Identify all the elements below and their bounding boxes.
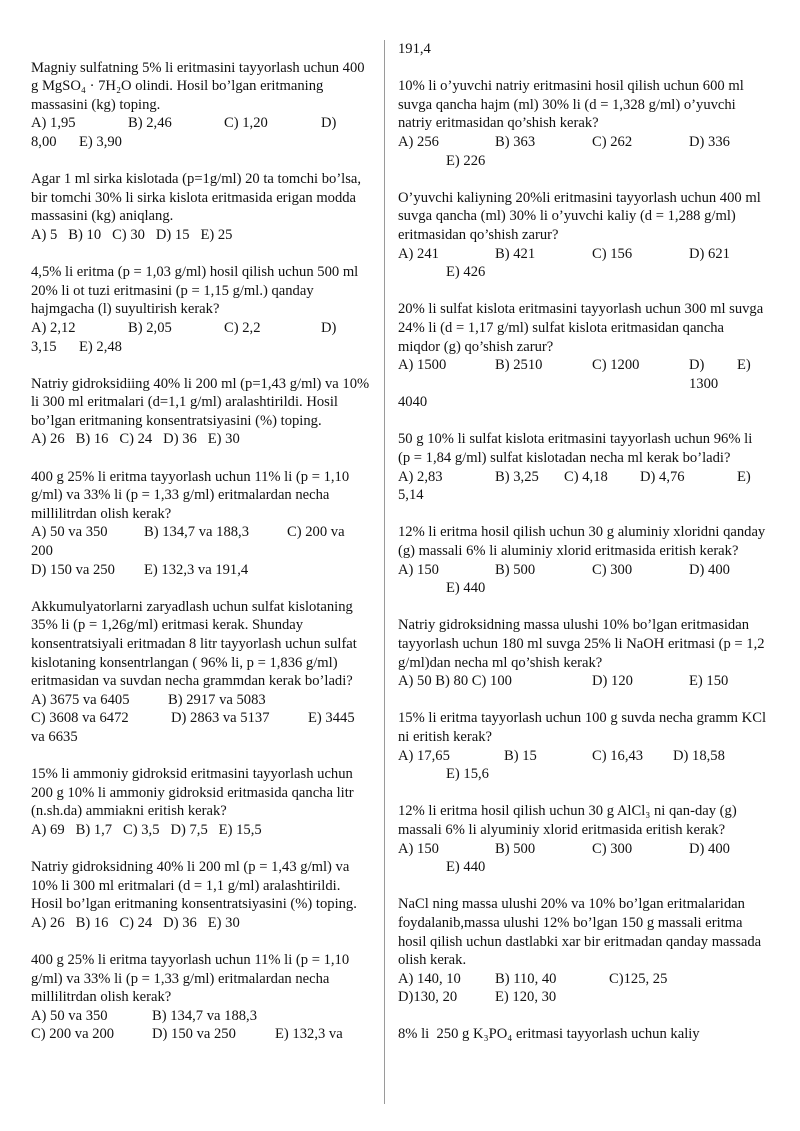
question-text: Agar 1 ml sirka kislotada (p=1g/ml) 20 ta tomchi bo’lsa, bir tomchi 30% li sirka kislota eritmasida erigan modda massasini (kg) aniqlang. bbox=[31, 171, 365, 225]
question-block bbox=[398, 430, 766, 504]
left-column bbox=[31, 40, 371, 1044]
option-e: E) 3,90 bbox=[79, 133, 122, 150]
question-text: 12% li eritma hosil qilish uchun 30 g aluminiy xloridni qanday (g) massali 6% li aluminiy xlorid eritmasida eritish kerak? bbox=[398, 524, 769, 560]
option-a: A) 2,12 bbox=[31, 319, 76, 336]
option-a: A) 241 bbox=[398, 245, 439, 262]
answer-options: A) 26 B) 16 C) 24 D) 36 E) 30 bbox=[31, 914, 240, 931]
answer-options bbox=[398, 356, 766, 393]
question-text: 400 g 25% li eritma tayyorlash uchun 11% li (p = 1,10 g/ml) va 33% li (p = 1,33 g/ml) eritmalardan necha millilitrdan olish kerak? bbox=[31, 468, 353, 522]
option-d-value: 8,00 bbox=[31, 133, 57, 150]
option-d: D) 2863 va 5137 bbox=[171, 710, 270, 727]
option-b: B) 110, 40 bbox=[495, 970, 557, 987]
option-abc: A) 50 B) 80 C) 100 bbox=[398, 673, 512, 690]
option-e-value: 5,14 bbox=[398, 487, 424, 504]
option-e: E) 440 bbox=[446, 859, 486, 876]
option-b: B) 2917 va 5083 bbox=[168, 691, 266, 708]
option-d-value: 3,15 bbox=[31, 338, 57, 355]
option-c: C) 300 bbox=[592, 840, 633, 857]
answer-options bbox=[31, 114, 371, 133]
answer-options-cont bbox=[31, 133, 371, 152]
option-d: D) 621 bbox=[689, 245, 730, 262]
column-divider bbox=[384, 40, 385, 1104]
option-e: E) 132,3 va 191,4 bbox=[144, 561, 249, 578]
option-c: C)125, 25 bbox=[609, 970, 668, 987]
question-block bbox=[31, 375, 371, 449]
answer-options-cont bbox=[31, 1025, 371, 1044]
option-c: C) 300 bbox=[592, 561, 633, 578]
option-a: A) 2,83 bbox=[398, 468, 443, 485]
question-block bbox=[31, 858, 371, 932]
answer-options bbox=[398, 840, 766, 859]
option-d: D) 150 va 250 bbox=[31, 561, 115, 578]
answer-options-cont bbox=[398, 988, 766, 1007]
question-block bbox=[398, 189, 766, 282]
question-block bbox=[31, 468, 371, 580]
answer-options bbox=[31, 319, 371, 338]
question-text: 4,5% li eritma (p = 1,03 g/ml) hosil qilish uchun 500 ml 20% li ot tuzi eritmasini (p = 1,15 g/ml.) qanday hajmgacha (l) suyultirish kerak? bbox=[31, 264, 362, 318]
option-b: B) 2,05 bbox=[128, 319, 172, 336]
question-block bbox=[398, 709, 770, 783]
option-a: A) 140, 10 bbox=[398, 970, 461, 987]
answer-options bbox=[398, 245, 766, 264]
option-e: E) 2,48 bbox=[79, 338, 122, 355]
answer-options-cont bbox=[31, 561, 371, 580]
option-c: C) 156 bbox=[592, 245, 633, 262]
option-e: E) 120, 30 bbox=[495, 989, 557, 1006]
option-a: A) 150 bbox=[398, 561, 439, 578]
question-block bbox=[31, 59, 371, 152]
option-e: E) 440 bbox=[446, 580, 486, 597]
question-text: NaCl ning massa ulushi 20% va 10% bo’lgan eritmalaridan foydalanib,massa ulushi 12% bo’lgan 150 g massali eritma hosil qilish uchun dastlabki xar bir eritmadan qanday massada olish kerak. bbox=[398, 896, 765, 969]
question-text: 20% li sulfat kislota eritmasini tayyorlash uchun 300 ml suvga 24% li (d = 1,17 g/ml) sulfat kislota eritmasidan qancha miqdor (g) qo’shish zarur? bbox=[398, 301, 767, 355]
option-d: D) bbox=[321, 319, 337, 336]
option-c: C) 1,20 bbox=[224, 115, 268, 132]
option-c-value: 200 bbox=[31, 543, 53, 560]
answer-options bbox=[31, 691, 371, 710]
question-block bbox=[398, 523, 769, 597]
answer-options-cont bbox=[31, 709, 371, 728]
option-d: D) 4,76 bbox=[640, 468, 685, 485]
question-text: Magniy sulfatning 5% li eritmasini tayyorlash uchun 400 g MgSO₄ · 7H₂O olindi. Hosil bo’lgan eritmaning massasini (kg) toping. bbox=[31, 59, 369, 113]
question-block bbox=[31, 598, 371, 747]
question-text: Akkumulyatorlarni zaryadlash uchun sulfat kislotaning 35% li (p = 1,26g/ml) eritmasi kerak. Shunday konsentratsiyali eritmadan 8 litr tayyorlash uchun sulfat kislotaning konsentrlangan ( 96% li, p = 1,836 g/ml) eritmasidan va suvdan necha grammdan kerak bo’ladi? bbox=[31, 598, 361, 690]
option-c: C) 200 va bbox=[287, 524, 345, 541]
option-a: A) 50 va 350 bbox=[31, 524, 108, 541]
question-text: 12% li eritma hosil qilish uchun 30 g AlCl₃ ni qan-day (g) massali 6% li alyuminiy xlorid eritmasida eritish kerak? bbox=[398, 803, 741, 838]
option-d: D) 150 va 250 bbox=[152, 1026, 236, 1043]
option-d: D)130, 20 bbox=[398, 989, 458, 1006]
option-b: B) 500 bbox=[495, 561, 536, 578]
option-e: E) 3445 bbox=[308, 710, 355, 727]
option-a: A) 3675 va 6405 bbox=[31, 691, 130, 708]
option-e: E) 226 bbox=[446, 152, 486, 169]
option-e: E) 426 bbox=[446, 264, 486, 281]
option-c: C) 4,18 bbox=[564, 468, 608, 485]
option-b: B) 363 bbox=[495, 133, 536, 150]
answer-options bbox=[398, 747, 766, 766]
option-a: A) 150 bbox=[398, 840, 439, 857]
option-e-value: va 6635 bbox=[31, 728, 78, 745]
answer-options bbox=[398, 561, 766, 580]
option-c: C) 2,2 bbox=[224, 319, 261, 336]
question-block bbox=[398, 616, 769, 690]
question-block bbox=[31, 263, 371, 356]
option-c: C) 1200 bbox=[592, 357, 640, 374]
option-e-value: 4040 bbox=[398, 394, 428, 411]
option-c: C) 16,43 bbox=[592, 747, 644, 764]
option-b: B) 15 bbox=[504, 747, 537, 764]
question-block bbox=[398, 802, 766, 876]
question-text: Natriy gidroksidning massa ulushi 10% bo’lgan eritmasidan tayyorlash uchun 180 ml suvga 25% li NaOH eritmasi (p = 1,2 g/ml)dan necha ml qo’shish kerak? bbox=[398, 617, 769, 671]
option-e: E) 150 bbox=[689, 673, 729, 690]
question-block bbox=[31, 951, 371, 1044]
option-c: C) 200 va 200 bbox=[31, 1026, 115, 1043]
question-block bbox=[31, 765, 371, 839]
question-block bbox=[31, 170, 371, 244]
answer-options bbox=[31, 523, 371, 542]
answer-options bbox=[398, 672, 766, 691]
right-column bbox=[398, 40, 770, 1044]
option-d: D) 400 bbox=[689, 840, 730, 857]
question-text: 400 g 25% li eritma tayyorlash uchun 11% li (p = 1,10 g/ml) va 33% li (p = 1,33 g/ml) eritmalardan necha millilitrdan olish kerak? bbox=[31, 952, 353, 1006]
option-a: A) 1,95 bbox=[31, 115, 76, 132]
question-text: 50 g 10% li sulfat kislota eritmasini tayyorlash uchun 96% li (p = 1,84 g/ml) sulfat kislotadan necha ml kerak bo’ladi? bbox=[398, 431, 756, 467]
option-e: E) bbox=[737, 468, 751, 485]
option-a: A) 50 va 350 bbox=[31, 1007, 108, 1024]
option-e: E) 132,3 va bbox=[275, 1026, 343, 1043]
question-text: 10% li o’yuvchi natriy eritmasini hosil qilish uchun 600 ml suvga qancha hajm (ml) 30% li (d = 1,328 g/ml) o’yuvchi natriy eritmasidan qo’shish kerak? bbox=[398, 78, 748, 132]
option-d: D) 120 bbox=[592, 673, 633, 690]
option-d: D) 1300 bbox=[689, 357, 719, 392]
answer-options: A) 5 B) 10 C) 30 D) 15 E) 25 bbox=[31, 226, 233, 243]
answer-options: A) 69 B) 1,7 C) 3,5 D) 7,5 E) 15,5 bbox=[31, 821, 262, 838]
answer-options bbox=[398, 468, 766, 487]
answer-options bbox=[398, 133, 766, 152]
question-text: 8% li 250 g K₃PO₄ eritmasi tayyorlash uchun kaliy bbox=[398, 1026, 700, 1043]
continuation-text: 191,4 bbox=[398, 41, 431, 57]
option-e: E) 15,6 bbox=[446, 766, 489, 783]
option-c: C) 3608 va 6472 bbox=[31, 710, 129, 727]
question-block bbox=[398, 300, 766, 412]
question-text: 15% li eritma tayyorlash uchun 100 g suvda necha gramm KCl ni eritish kerak? bbox=[398, 710, 770, 745]
question-block bbox=[398, 895, 766, 1007]
answer-options: A) 26 B) 16 C) 24 D) 36 E) 30 bbox=[31, 431, 240, 448]
option-b: B) 3,25 bbox=[495, 468, 539, 485]
question-text: Natriy gidroksidiing 40% li 200 ml (p=1,43 g/ml) va 10% li 300 ml eritmalari (d=1,1 g/ml) aralashtirildi. Hosil bo’lgan eritmaning konsentratsiyasini (%) toping. bbox=[31, 375, 373, 429]
option-b: B) 500 bbox=[495, 840, 536, 857]
answer-options bbox=[398, 970, 766, 989]
option-a: A) 17,65 bbox=[398, 747, 450, 764]
answer-options bbox=[31, 1007, 371, 1026]
option-b: B) 421 bbox=[495, 245, 536, 262]
question-block bbox=[398, 77, 766, 170]
option-d: D) bbox=[321, 115, 337, 132]
option-b: B) 2,46 bbox=[128, 115, 172, 132]
option-d: D) 400 bbox=[689, 561, 730, 578]
option-a: A) 256 bbox=[398, 133, 439, 150]
question-text: O’yuvchi kaliyning 20%li eritmasini tayyorlash uchun 400 ml suvga qancha (ml) 30% li o’yuvchi kaliy (d = 1,288 g/ml) eritmasidan qo’shish zarur? bbox=[398, 189, 765, 243]
answer-options-cont bbox=[31, 338, 371, 357]
option-b: B) 134,7 va 188,3 bbox=[152, 1007, 257, 1024]
option-b: B) 2510 bbox=[495, 357, 543, 374]
question-text: 15% li ammoniy gidroksid eritmasini tayyorlash uchun 200 g 10% li ammoniy gidroksid eritmasida qancha litr (n.sh.da) ammiakni eritish kerak? bbox=[31, 766, 358, 820]
option-b: B) 134,7 va 188,3 bbox=[144, 524, 249, 541]
option-d: D) 18,58 bbox=[673, 747, 725, 764]
option-a: A) 1500 bbox=[398, 357, 447, 374]
option-e: E) bbox=[737, 357, 751, 374]
question-text: Natriy gidroksidning 40% li 200 ml (p = 1,43 g/ml) va 10% li 300 ml eritmalari (d = 1,1 g/ml) aralashtirildi. Hosil bo’lgan eritmaning konsentratsiyasini (%) toping. bbox=[31, 859, 357, 913]
option-d: D) 336 bbox=[689, 133, 730, 150]
option-c: C) 262 bbox=[592, 133, 633, 150]
